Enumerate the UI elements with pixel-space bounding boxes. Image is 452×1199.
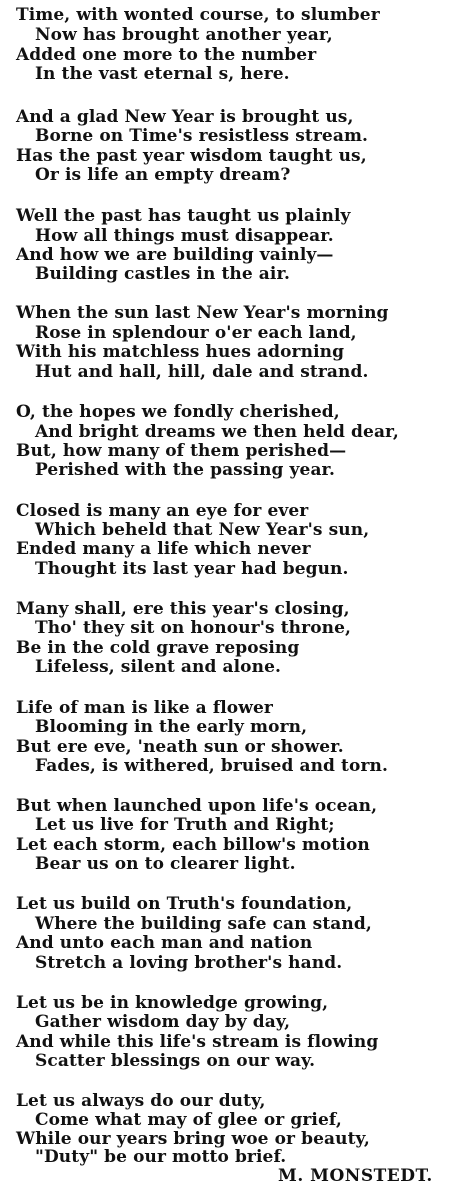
poem-line: Time, with wonted course, to slumber	[16, 5, 380, 25]
poem-line: Come what may of glee or grief,	[35, 1110, 342, 1130]
poem-line: In the vast eternal s, here.	[35, 64, 290, 84]
poem-line: And a glad New Year is brought us,	[16, 107, 354, 127]
poem-line: Perished with the passing year.	[35, 460, 336, 480]
poem-line: With his matchless hues adorning	[16, 342, 345, 362]
poem-line: Gather wisdom day by day,	[35, 1012, 291, 1032]
poem-line: While our years bring woe or beauty,	[16, 1129, 370, 1149]
poem-line: Thought its last year had begun.	[35, 559, 349, 579]
poem-line: Has the past year wisdom taught us,	[16, 146, 367, 166]
poem-line: Many shall, ere this year's closing,	[16, 599, 350, 619]
poem-line: Let us always do our duty,	[16, 1091, 266, 1111]
poem-line: Stretch a loving brother's hand.	[35, 953, 343, 973]
poem-line: And unto each man and nation	[16, 933, 313, 953]
poem-line: And while this life's stream is flowing	[16, 1032, 379, 1052]
poem-line: Let each storm, each billow's motion	[16, 835, 370, 855]
poem-line: How all things must disappear.	[35, 226, 334, 246]
poem-line: When the sun last New Year's morning	[16, 303, 389, 323]
poem-line: Let us be in knowledge growing,	[16, 993, 329, 1013]
poem-line: Let us live for Truth and Right;	[35, 815, 335, 835]
author-signature: M. MONSTEDT.	[278, 1166, 433, 1186]
poem-line: Let us build on Truth's foundation,	[16, 894, 353, 914]
poem-line: O, the hopes we fondly cherished,	[16, 402, 340, 422]
poem-line: Lifeless, silent and alone.	[35, 657, 282, 677]
poem-line: Hut and hall, hill, dale and strand.	[35, 362, 369, 382]
poem-line: Blooming in the early morn,	[35, 717, 308, 737]
poem-line: Where the building safe can stand,	[35, 914, 372, 934]
poem-line: Tho' they sit on honour's throne,	[35, 618, 352, 638]
poem-line: And bright dreams we then held dear,	[35, 422, 399, 442]
poem-line: Scatter blessings on our way.	[35, 1051, 316, 1071]
poem-line: "Duty" be our motto brief.	[35, 1147, 287, 1167]
poem-line: Added one more to the number	[16, 45, 317, 65]
poem-line: Borne on Time's resistless stream.	[35, 126, 369, 146]
poem-line: But, how many of them perished—	[16, 441, 347, 461]
poem-line: And how we are building vainly—	[16, 245, 334, 265]
poem-line: But ere eve, 'neath sun or shower.	[16, 737, 344, 757]
poem-line: Now has brought another year,	[35, 25, 333, 45]
poem-line: Fades, is withered, bruised and torn.	[35, 756, 388, 776]
poem-line: Well the past has taught us plainly	[16, 206, 351, 226]
poem-line: Ended many a life which never	[16, 539, 311, 559]
poem-line: Rose in splendour o'er each land,	[35, 323, 357, 343]
poem-line: But when launched upon life's ocean,	[16, 796, 378, 816]
poem-line: Building castles in the air.	[35, 264, 290, 284]
poem-line: Life of man is like a flower	[16, 698, 273, 718]
poem-line: Or is life an empty dream?	[35, 165, 291, 185]
poem-line: Closed is many an eye for ever	[16, 501, 309, 521]
poem-line: Which beheld that New Year's sun,	[35, 520, 370, 540]
poem-line: Bear us on to clearer light.	[35, 854, 296, 874]
poem-line: Be in the cold grave reposing	[16, 638, 300, 658]
